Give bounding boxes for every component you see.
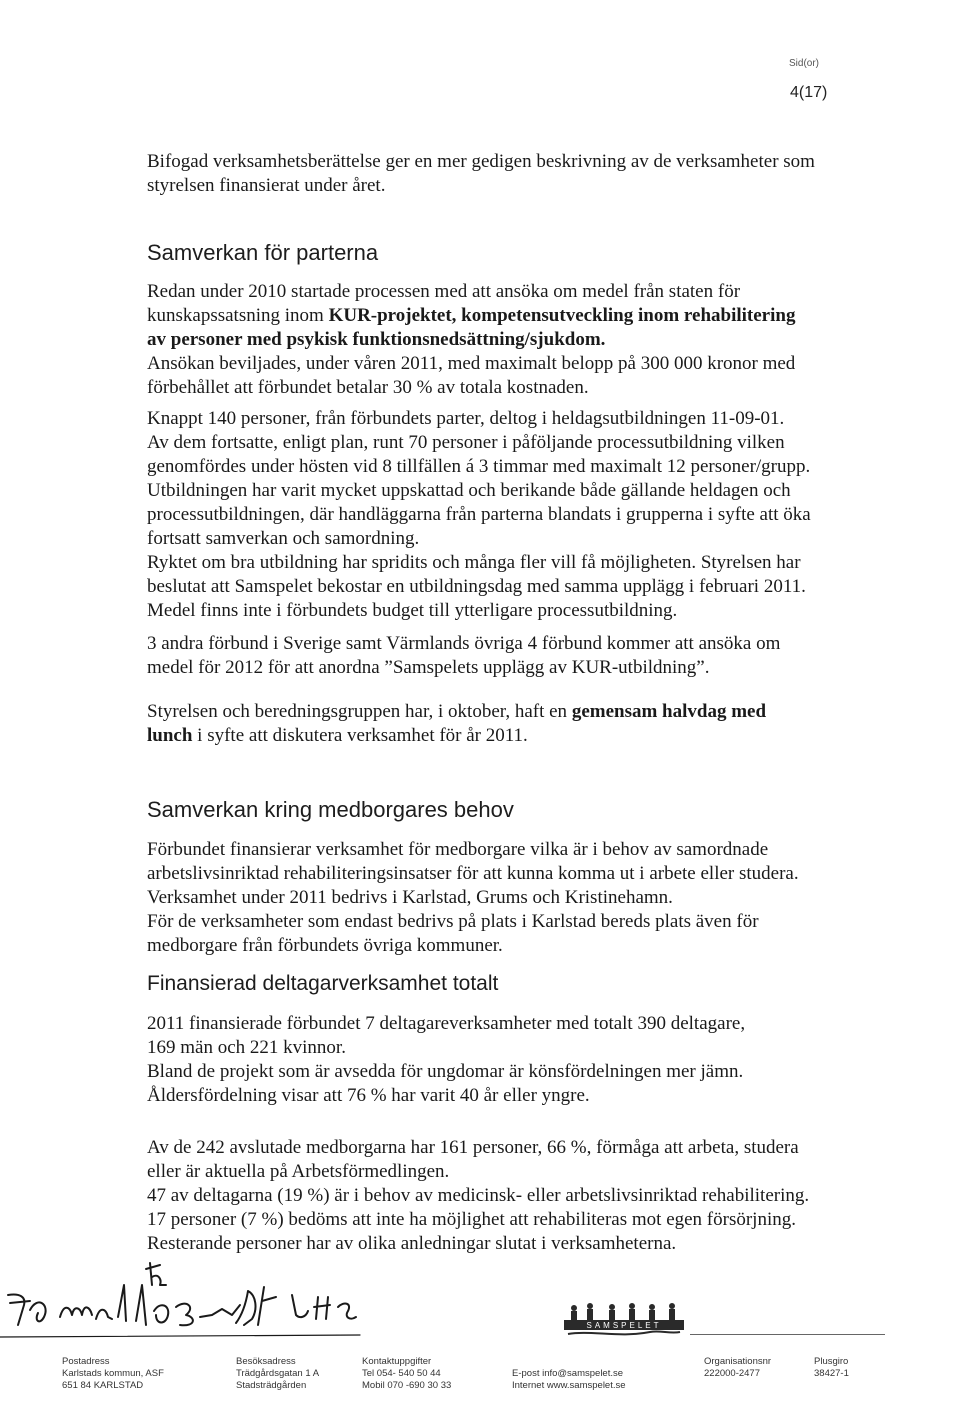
paragraph-line: förbehållet att förbundet betalar 30 % av totala kostnaden.: [147, 377, 589, 398]
footer-value: 651 84 KARLSTAD: [62, 1380, 144, 1391]
page-number: 4(17): [790, 84, 828, 101]
paragraph-line: [147, 304, 795, 327]
paragraph-line: Knappt 140 personer, från förbundets parter, deltog i heldagsutbildningen 11-09-01.: [147, 408, 785, 429]
footer-value: 222000-2477: [704, 1368, 760, 1379]
footer-value: 38427-1: [814, 1368, 849, 1379]
paragraph-line: Ansökan beviljades, under våren 2011, med maximalt belopp på 300 000 kronor med: [147, 353, 796, 374]
paragraph-line: Resterande personer har av olika anledningar slutat i verksamheterna.: [147, 1233, 677, 1254]
intro-line: Bifogad verksamhetsberättelse ger en mer gedigen beskrivning av de verksamheter som: [147, 151, 815, 172]
paragraph-line: [147, 700, 766, 723]
paragraph-line: Utbildningen har varit mycket uppskattad och berikande både gällande heldagen och: [147, 480, 791, 501]
footer-website[interactable]: Internet www.samspelet.se: [512, 1380, 626, 1391]
paragraph-line: medel för 2012 för att anordna ”Samspelets upplägg av KUR-utbildning”.: [147, 657, 710, 678]
emphasis-text: lunch: [147, 725, 193, 746]
paragraph-line: 17 personer (7 %) bedöms att inte ha möjlighet att rehabiliteras mot egen försörjning.: [147, 1209, 796, 1230]
paragraph-line: eller är aktuella på Arbetsförmedlingen.: [147, 1161, 450, 1182]
paragraph-line: Redan under 2010 startade processen med att ansöka om medel från staten för: [147, 281, 741, 302]
paragraph-line: processutbildningen, där handläggarna från parterna blandats i grupperna i syfte att öka: [147, 504, 811, 525]
footer-label: Besöksadress: [236, 1356, 296, 1367]
paragraph-line: genomfördes under hösten vid 8 tillfällen á 3 timmar med maximalt 12 personer/grupp.: [147, 456, 811, 477]
footer-label: Plusgiro: [814, 1356, 849, 1367]
paragraph-text: i syfte att diskutera verksamhet för år 2011.: [192, 725, 528, 746]
paragraph-line: Åldersfördelning visar att 76 % har varit 40 år eller yngre.: [147, 1085, 590, 1106]
footer-value: Stadsträdgården: [236, 1380, 307, 1391]
paragraph-line: Verksamhet under 2011 bedrivs i Karlstad, Grums och Kristinehamn.: [147, 887, 673, 908]
paragraph-line: 47 av deltagarna (19 %) är i behov av medicinsk- eller arbetslivsinriktad rehabilitering.: [147, 1185, 810, 1206]
footer-label: Organisationsnr: [704, 1356, 772, 1367]
paragraph-line: arbetslivsinriktad rehabiliteringsinsatser för att kunna komma ut i arbete eller studera.: [147, 863, 799, 884]
emphasis-text: gemensam halvdag med: [571, 701, 767, 722]
footer-plusgiro: [814, 1356, 849, 1380]
samspelet-logo: [560, 1300, 690, 1340]
footer-postadress: [62, 1356, 164, 1392]
section-heading-samverkan-parterna: Samverkan för parterna: [147, 240, 379, 265]
emphasis-text: KUR-projektet, kompetensutveckling inom rehabilitering: [328, 305, 796, 326]
paragraph-line: Av dem fortsatte, enligt plan, runt 70 personer i påföljande processutbildning vilken: [147, 432, 785, 453]
footer-value: Karlstads kommun, ASF: [62, 1368, 164, 1379]
footer-orgnr: [704, 1356, 771, 1380]
paragraph-line: 3 andra förbund i Sverige samt Värmlands övriga 4 förbund kommer att ansöka om: [147, 633, 781, 654]
paragraph-line: [147, 724, 528, 747]
footer-value: Mobil 070 -690 30 33: [362, 1380, 452, 1391]
paragraph-line: Förbundet finansierar verksamhet för medborgare vilka är i behov av samordnade: [147, 839, 769, 860]
paragraph-line: Medel finns inte i förbundets budget till ytterligare processutbildning.: [147, 600, 678, 621]
footer-label: Postadress: [62, 1356, 110, 1367]
paragraph-line: 2011 finansierade förbundet 7 deltagareverksamheter med totalt 390 deltagare,: [147, 1013, 746, 1034]
footer-email[interactable]: E-post info@samspelet.se: [512, 1368, 624, 1379]
paragraph-text: kunskapssatsning inom: [147, 305, 329, 326]
logo-text: SAMSPELET: [586, 1321, 662, 1330]
paragraph-line: [147, 328, 605, 351]
paragraph-line: 169 män och 221 kvinnor.: [147, 1037, 346, 1058]
footer-web: [512, 1368, 626, 1392]
paragraph-line: fortsatt samverkan och samordning.: [147, 528, 420, 549]
intro-line: styrelsen finansierat under året.: [147, 175, 386, 196]
paragraph-line: beslutat att Samspelet bekostar en utbildningsdag med samma upplägg i februari 2011.: [147, 576, 806, 597]
paragraph-line: Bland de projekt som är avsedda för ungdomar är könsfördelningen mer jämn.: [147, 1061, 744, 1082]
emphasis-text: av personer med psykisk funktionsnedsättning/sjukdom.: [147, 329, 606, 350]
paragraph-line: För de verksamheter som endast bedrivs på plats i Karlstad bereds plats även för: [147, 911, 759, 932]
footer-label: Kontaktuppgifter: [362, 1356, 432, 1367]
corner-mark: Sid(or): [789, 58, 820, 69]
paragraph-line: Av de 242 avslutade medborgarna har 161 personer, 66 %, förmåga att arbeta, studera: [147, 1137, 799, 1158]
footer-kontakt: [362, 1356, 451, 1392]
section-heading-medborgares-behov: Samverkan kring medborgares behov: [147, 797, 514, 822]
paragraph-line: Ryktet om bra utbildning har spridits och många fler vill få möjligheten. Styrelsen har: [147, 552, 801, 573]
footer-divider: [690, 1334, 885, 1335]
footer-besoksadress: [236, 1356, 319, 1392]
section-heading-deltagarverksamhet: Finansierad deltagarverksamhet totalt: [147, 972, 499, 995]
paragraph-text: Styrelsen och beredningsgruppen har, i oktober, haft en: [147, 701, 572, 722]
footer-value: Trädgårdsgatan 1 A: [236, 1368, 320, 1379]
footer-value: Tel 054- 540 50 44: [362, 1368, 441, 1379]
paragraph-line: medborgare från förbundets övriga kommuner.: [147, 935, 503, 956]
